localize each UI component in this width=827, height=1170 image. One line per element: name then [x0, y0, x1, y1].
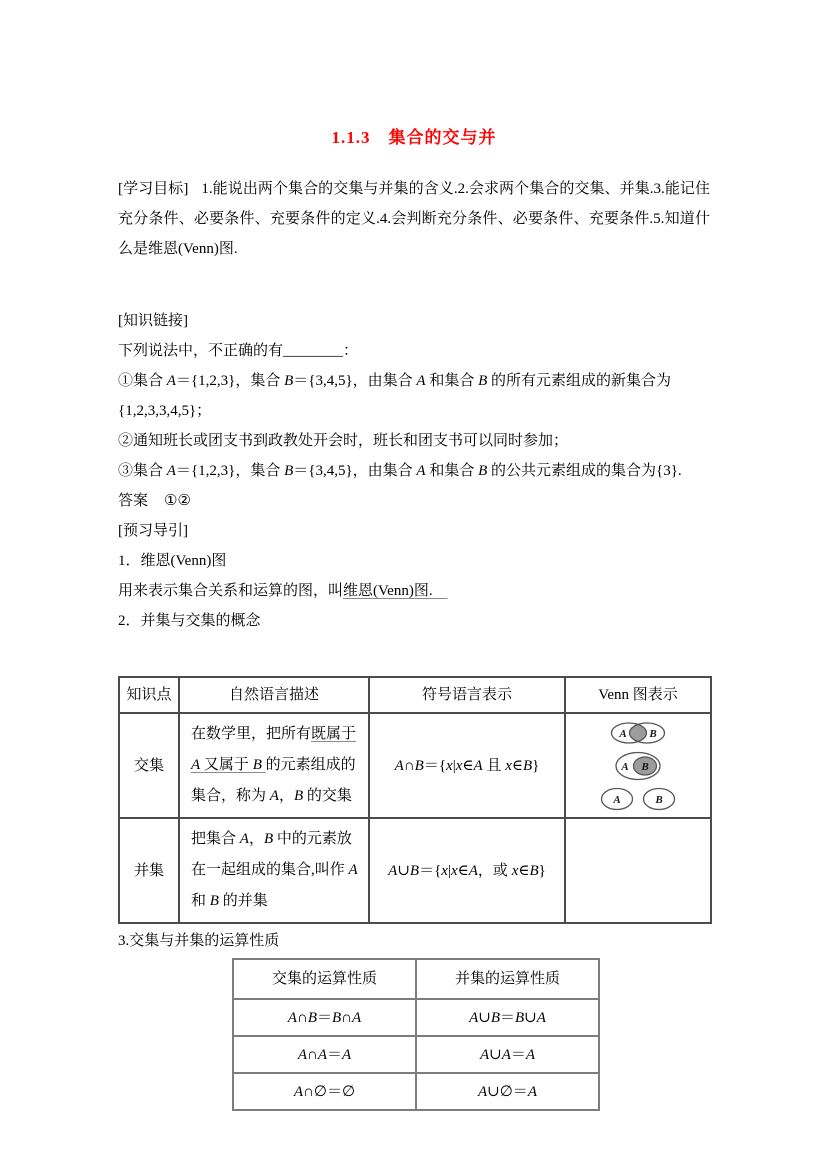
union-description: 把集合 A，B 中的元素放在一起组成的集合,叫作 A 和 B 的并集 — [179, 818, 369, 923]
intersection-commutative: A∩B＝B∩A — [233, 999, 416, 1036]
statement-2: ②通知班长或团支书到政教处开会时，班长和团支书可以同时参加； — [118, 433, 569, 449]
properties-row-idempotent — [233, 1036, 599, 1073]
section3-heading: 3.交集与并集的运算性质 — [118, 933, 280, 949]
preview-item2-title: 2．并集与交集的概念 — [118, 613, 261, 629]
venn-label-a: A — [619, 727, 627, 740]
knowledge-link-heading: [知识链接] — [118, 313, 188, 329]
intersection-description: 在数学里，把所有既属于 A 又属于 B 的元素组成的集合，称为 A，B 的交集 — [179, 713, 369, 818]
knowledge-question: 下列说法中，不正确的有________： — [118, 343, 359, 359]
preview-guide-heading: [预习导引] — [118, 523, 188, 539]
properties-table — [232, 958, 600, 1111]
venn-subset-diagram — [614, 751, 662, 781]
properties-row-empty-set — [233, 1073, 599, 1110]
preview-item1-title: 1．维恩(Venn)图 — [118, 553, 227, 569]
statement-1: ①集合 A＝{1,2,3}，集合 B＝{3,4,5}，由集合 A 和集合 B 的所有元素组成的新集合为{1,2,3,3,4,5}； — [118, 373, 672, 419]
properties-row-commutative — [233, 999, 599, 1036]
answer-label: 答案 — [118, 493, 149, 509]
concept-row-intersection — [119, 713, 711, 818]
learning-objectives — [118, 174, 710, 264]
properties-header-union: 并集的运算性质 — [416, 959, 599, 999]
concept-header-natural-language: 自然语言描述 — [179, 677, 369, 713]
venn-label-b: B — [655, 793, 663, 806]
intersection-empty-set: A∩∅＝∅ — [233, 1073, 416, 1110]
venn-disjoint-diagram — [600, 787, 676, 811]
properties-header-row — [233, 959, 599, 999]
concept-table — [118, 676, 712, 924]
answer-line — [118, 486, 710, 516]
preview-item1-text: 用来表示集合关系和运算的图，叫维恩(Venn)图. — [118, 583, 448, 599]
learning-objectives-text: 1.能说出两个集合的交集与并集的含义.2.会求两个集合的交集、并集.3.能记住充分条件、必要条件、充要条件的定义.4.会判断充分条件、必要条件、充要条件.5.知道什么是维恩(Venn)图. — [118, 181, 710, 257]
venn-label-b: B — [641, 760, 649, 773]
union-symbol: A∪B＝{x|x∈A，或 x∈B} — [369, 818, 565, 923]
venn-label-a: A — [621, 760, 629, 773]
intersection-symbol: A∩B＝{x|x∈A 且 x∈B} — [369, 713, 565, 818]
learning-objectives-label: [学习目标] — [118, 181, 189, 197]
concept-table-header-row — [119, 677, 711, 713]
union-idempotent: A∪A＝A — [416, 1036, 599, 1073]
statement-3: ③集合 A＝{1,2,3}，集合 B＝{3,4,5}，由集合 A 和集合 B 的公共元素组成的集合为{3}. — [118, 463, 682, 479]
venn-label-b: B — [649, 727, 657, 740]
intersection-idempotent: A∩A＝A — [233, 1036, 416, 1073]
concept-row-union — [119, 818, 711, 923]
intersection-name: 交集 — [119, 713, 179, 818]
union-venn-cell-empty — [565, 818, 711, 923]
union-commutative: A∪B＝B∪A — [416, 999, 599, 1036]
properties-header-intersection: 交集的运算性质 — [233, 959, 416, 999]
venn-overlap-diagram — [609, 721, 667, 745]
concept-header-knowledge-point: 知识点 — [119, 677, 179, 713]
union-name: 并集 — [119, 818, 179, 923]
venn-label-a: A — [613, 793, 621, 806]
union-empty-set: A∪∅＝A — [416, 1073, 599, 1110]
answer-value: ①② — [164, 493, 191, 509]
venn-diagram-stack — [566, 716, 710, 816]
concept-header-venn: Venn 图表示 — [565, 677, 711, 713]
concept-header-symbolic: 符号语言表示 — [369, 677, 565, 713]
intersection-venn-cell — [565, 713, 711, 818]
page-title: 1.1.3 集合的交与并 — [331, 128, 497, 147]
